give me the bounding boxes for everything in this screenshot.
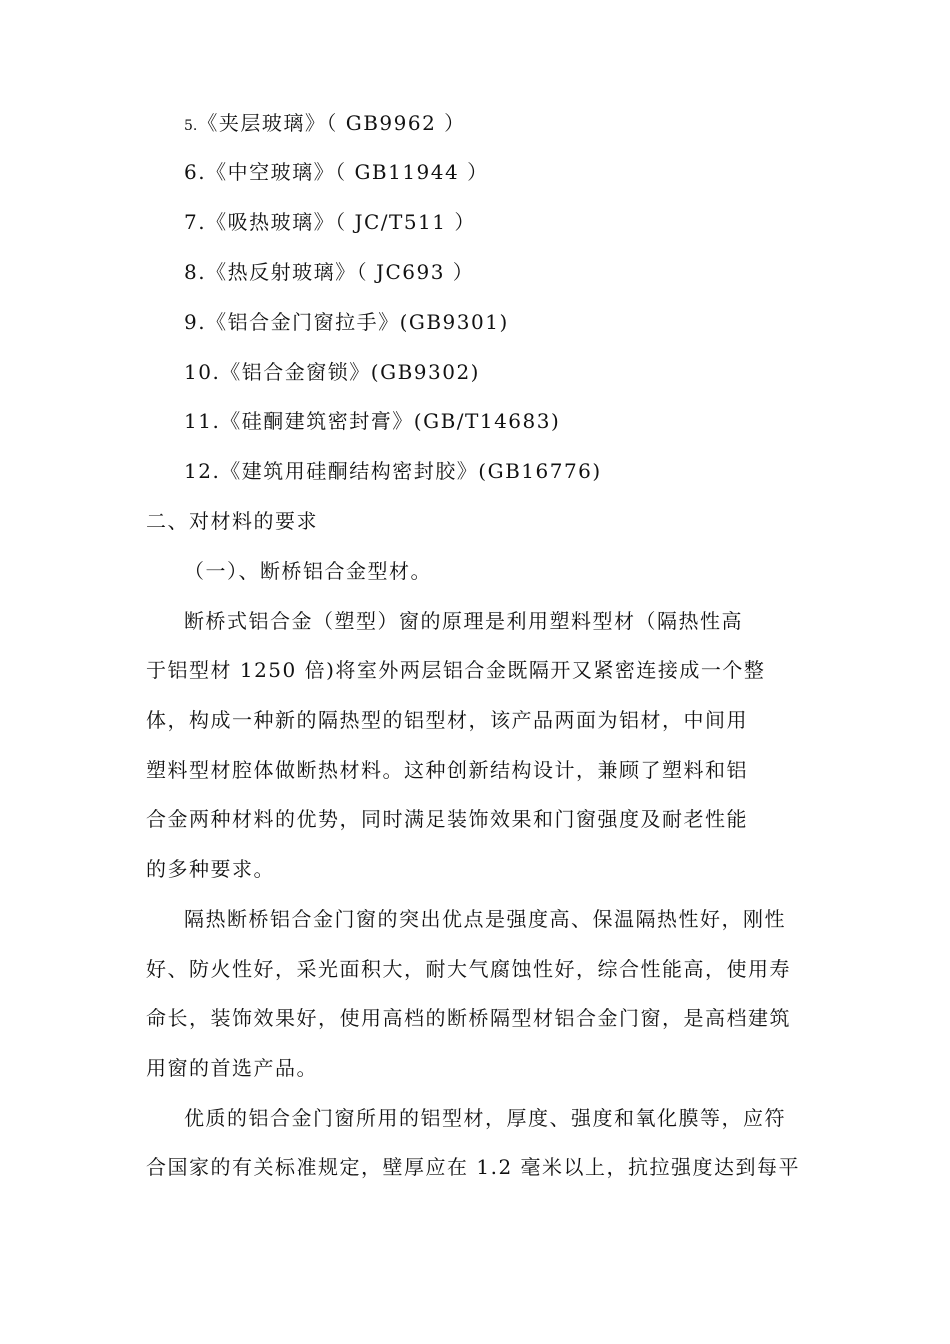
paragraph1-line: 体，构成一种新的隔热型的铝型材，该产品两面为铝材，中间用 (146, 708, 748, 732)
paragraph1-line: 合金两种材料的优势，同时满足装饰效果和门窗强度及耐老性能 (146, 807, 748, 831)
paragraph2-line: 隔热断桥铝合金门窗的突出优点是强度高、保温隔热性好，刚性 (184, 907, 786, 931)
standard-item-10: 10.《铝合金窗锁》(GB9302) (184, 360, 480, 384)
paragraph2-line: 好、防火性好，采光面积大，耐大气腐蚀性好，综合性能高，使用寿 (146, 957, 791, 981)
paragraph1-line: 断桥式铝合金（塑型）窗的原理是利用塑料型材（隔热性高 (184, 609, 743, 633)
paragraph1-line: 的多种要求。 (146, 857, 275, 881)
section-heading: 二、对材料的要求 (146, 509, 318, 533)
standard-item-11: 11.《硅酮建筑密封膏》(GB/T14683) (184, 409, 561, 433)
standard-item-5-text: 《夹层玻璃》（ GB9962 ） (197, 111, 466, 135)
standard-item-8: 8.《热反射玻璃》（ JC693 ） (184, 260, 475, 284)
paragraph2-line: 命长，装饰效果好，使用高档的断桥隔型材铝合金门窗，是高档建筑 (146, 1006, 791, 1030)
paragraph2-line: 用窗的首选产品。 (146, 1056, 318, 1080)
subsection-heading: （一）、断桥铝合金型材。 (184, 559, 432, 583)
paragraph1-line: 塑料型材腔体做断热材料。这种创新结构设计，兼顾了塑料和铝 (146, 758, 748, 782)
standard-item-5-number: 5. (184, 118, 198, 134)
standard-item-9: 9.《铝合金门窗拉手》(GB9301) (184, 310, 509, 334)
standard-item-12: 12.《建筑用硅酮结构密封胶》(GB16776) (184, 459, 602, 483)
paragraph1-line: 于铝型材 1250 倍)将室外两层铝合金既隔开又紧密连接成一个整 (146, 658, 766, 682)
standard-item-7: 7.《吸热玻璃》（ JC/T511 ） (184, 210, 476, 234)
paragraph3-line: 合国家的有关标准规定，壁厚应在 1.2 毫米以上，抗拉强度达到每平 (146, 1155, 801, 1179)
paragraph3-line: 优质的铝合金门窗所用的铝型材，厚度、强度和氧化膜等，应符 (184, 1106, 786, 1130)
standard-item-5 (184, 110, 466, 139)
standard-item-6: 6.《中空玻璃》（ GB11944 ） (184, 160, 489, 184)
